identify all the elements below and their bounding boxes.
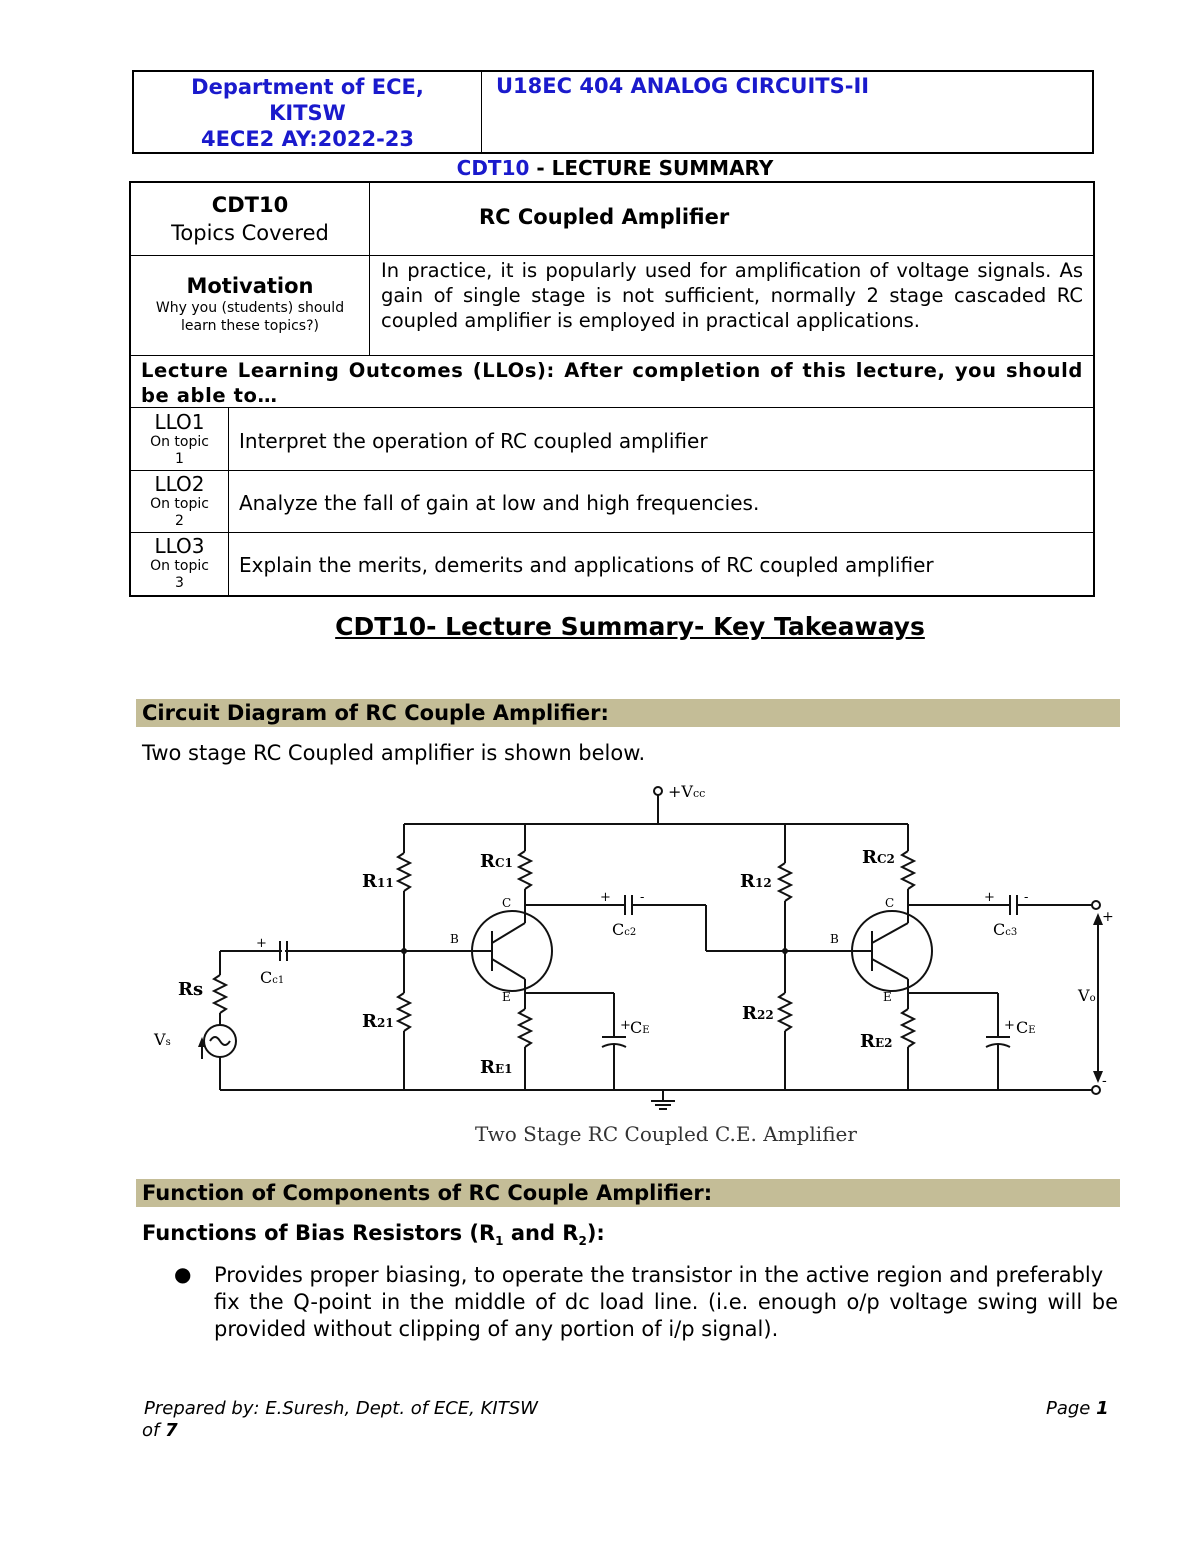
bullet-icon: ● (174, 1262, 192, 1286)
col-divider (228, 407, 229, 597)
class-year: 4ECE2 AY:2022-23 (200, 127, 415, 151)
llo-intro: Lecture Learning Outcomes (LLOs): After completion of this lecture, you should be able to… (141, 359, 1083, 407)
course-title: U18EC 404 ANALOG CIRCUITS-II (496, 74, 870, 98)
collector1-label: C (502, 896, 512, 910)
ce1-plus: + (620, 1018, 631, 1033)
sub-heading (142, 1221, 605, 1248)
emitter1-label: E (502, 990, 511, 1004)
prepared-by: Prepared by: E.Suresh, Dept. of ECE, KITSW (144, 1398, 538, 1419)
llo-id-cell (131, 411, 228, 467)
llo-id-cell (131, 473, 228, 529)
cc3-minus: - (1024, 890, 1029, 905)
r11-label: R11 (362, 871, 394, 892)
bullet-line: Provides proper biasing, to operate the transistor in the active region and preferably (214, 1263, 1104, 1287)
llo-text: Explain the merits, demerits and applications of RC coupled amplifier (239, 553, 934, 577)
page-total (142, 1420, 178, 1441)
row-divider (131, 255, 1093, 256)
page-total-number: 7 (165, 1420, 178, 1441)
section-heading: Function of Components of RC Couple Amplifier: (136, 1179, 1120, 1207)
row-divider (131, 470, 1093, 471)
row-divider (131, 355, 1093, 356)
llo-id: LLO3 (154, 534, 205, 558)
llo-topic-number: 1 (175, 451, 184, 467)
bullet-text (214, 1262, 1118, 1343)
motivation-title: Motivation (186, 274, 314, 298)
re2-label: RE2 (860, 1031, 893, 1052)
vo-minus: - (1102, 1073, 1107, 1089)
cc3-label: Cc3 (993, 920, 1018, 939)
base1-label: B (450, 932, 459, 946)
llo-topic-number: 3 (175, 575, 184, 591)
page-current: 1 (1096, 1398, 1109, 1419)
cc1-label: Cc1 (260, 968, 285, 987)
r21-label: R21 (362, 1011, 394, 1032)
summary-code: CDT10 (456, 156, 530, 180)
ce1-label: CE (630, 1018, 650, 1037)
r12-label: R12 (740, 871, 772, 892)
page-word: Page (1046, 1398, 1097, 1419)
llo-topic: On topic (150, 558, 209, 574)
page-number (1046, 1398, 1109, 1419)
cc2-label: Cc2 (612, 920, 637, 939)
topics-table (129, 181, 1095, 597)
bullet-line: fix the Q-point in the middle of dc load line. (i.e. enough o/p voltage swing will be provided without clipping of any portion of i/p signal). (214, 1290, 1118, 1341)
rc1-label: RC1 (480, 851, 513, 872)
llo-text: Analyze the fall of gain at low and high frequencies. (239, 491, 760, 515)
of-word: of (142, 1420, 166, 1441)
motivation-cell (131, 273, 369, 335)
lecture-summary-title (0, 156, 1200, 180)
ce2-plus: + (1004, 1018, 1015, 1033)
vo-label: Vo (1078, 986, 1096, 1005)
department-name: Department of ECE, (191, 75, 424, 99)
circuit-caption: Two Stage RC Coupled C.E. Amplifier (475, 1122, 857, 1146)
base2-label: B (830, 932, 839, 946)
rc-coupled-amplifier-circuit (140, 775, 1120, 1155)
row-divider (131, 532, 1093, 533)
topics-cell (131, 191, 369, 247)
cc1-plus: + (256, 936, 267, 951)
llo-id: LLO2 (154, 472, 205, 496)
llo-topic: On topic (150, 496, 209, 512)
cc2-minus: - (640, 890, 645, 905)
subscript: 1 (495, 1234, 504, 1249)
emitter2-label: E (883, 990, 892, 1004)
rs-label: Rs (178, 979, 204, 1000)
llo-id: LLO1 (154, 410, 205, 434)
sub-heading-text: Functions of Bias Resistors (R (142, 1221, 496, 1245)
topics-code: CDT10 (211, 193, 289, 217)
sub-heading-text: ): (586, 1221, 605, 1245)
key-takeaways-title: CDT10- Lecture Summary- Key Takeaways (335, 612, 925, 641)
header-table (132, 70, 1094, 154)
ce2-label: CE (1016, 1018, 1036, 1037)
motivation-text: In practice, it is popularly used for amplification of voltage signals. As gain of single stage is not sufficient, normally 2 stage cascaded RC coupled amplifier is employed in practical applications. (381, 259, 1083, 332)
r22-label: R22 (742, 1003, 774, 1024)
sub-heading-text: and R (503, 1221, 579, 1245)
department-cell (134, 72, 482, 152)
re1-label: RE1 (480, 1057, 513, 1078)
llo-topic: On topic (150, 434, 209, 450)
vo-plus: + (1102, 909, 1114, 925)
motivation-subtitle: Why you (students) should learn these topics?) (155, 300, 345, 334)
collector2-label: C (885, 896, 895, 910)
subscript: 2 (578, 1234, 587, 1249)
section-heading: Circuit Diagram of RC Couple Amplifier: (136, 699, 1120, 727)
cc2-plus: + (600, 890, 611, 905)
institute-name: KITSW (269, 101, 346, 125)
topic-value: RC Coupled Amplifier (479, 205, 730, 229)
llo-id-cell (131, 535, 228, 591)
summary-label: - LECTURE SUMMARY (529, 156, 774, 180)
topics-label: Topics Covered (171, 221, 329, 245)
llo-topic-number: 2 (175, 513, 184, 529)
section-intro: Two stage RC Coupled amplifier is shown below. (142, 741, 646, 765)
cc3-plus: + (984, 890, 995, 905)
llo-text: Interpret the operation of RC coupled amplifier (239, 429, 708, 453)
vcc-label: +Vcc (668, 782, 706, 801)
col-divider (369, 183, 370, 355)
rc2-label: RC2 (862, 847, 895, 868)
vs-label: Vs (154, 1030, 171, 1049)
